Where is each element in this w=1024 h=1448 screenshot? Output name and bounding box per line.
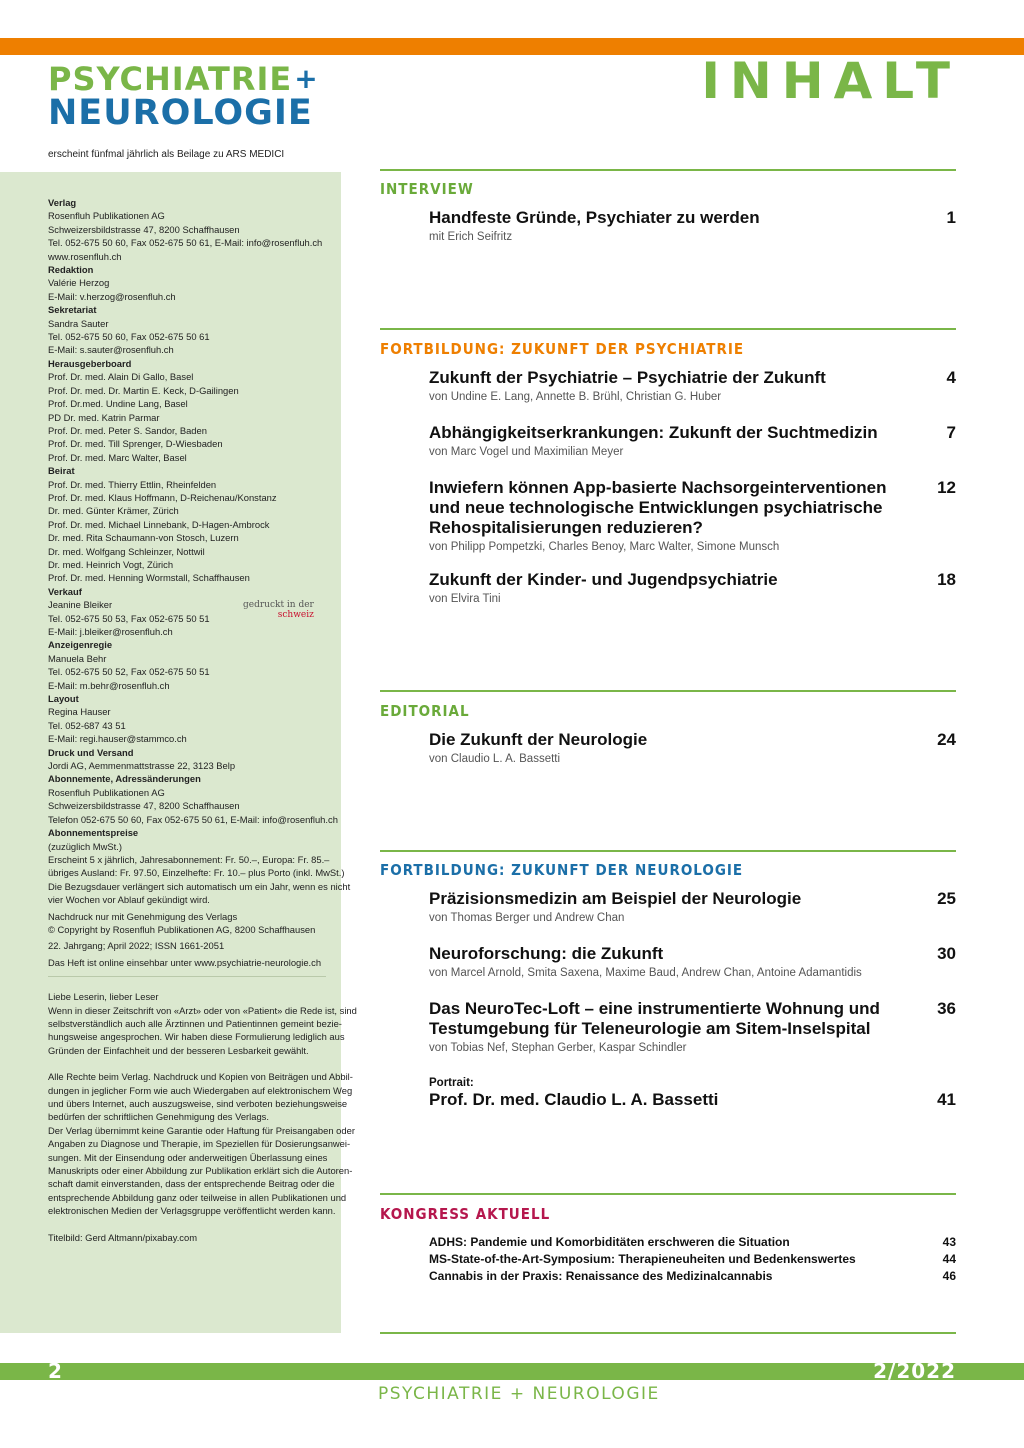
impressum-block bbox=[48, 772, 338, 826]
legal-line: sungen. Mit der Einsendung oder anderweitigen Überlassung eines bbox=[48, 1151, 328, 1163]
impressum-line: Prof. Dr. med. Peter S. Sandor, Baden bbox=[48, 424, 207, 436]
impressum-line: Prof. Dr. med. Alain Di Gallo, Basel bbox=[48, 371, 194, 383]
printed-in-switzerland-logo bbox=[243, 600, 314, 620]
legal-line: schaft damit einverstanden, dass der entsprechende Beitrag oder die bbox=[48, 1178, 335, 1190]
legal-line: Der Verlag übernimmt keine Garantie oder Haftung für Preisangaben oder bbox=[48, 1124, 355, 1136]
toc-entry-page: 7 bbox=[946, 423, 956, 442]
impressum-line: www.rosenfluh.ch bbox=[48, 250, 122, 262]
impressum-line: Prof. Dr. med. Marc Walter, Basel bbox=[48, 451, 187, 463]
sidebar-divider bbox=[48, 976, 326, 977]
impressum-line: Jordi AG, Aemmenmattstrasse 22, 3123 Belp bbox=[48, 760, 236, 772]
section-title-fortbildung-psychiatrie: FORTBILDUNG: ZUKUNFT DER PSYCHIATRIE bbox=[380, 340, 745, 358]
toc-entry-page: 18 bbox=[937, 570, 956, 589]
impressum-heading: Redaktion bbox=[48, 264, 94, 276]
impressum-line: Schweizersbildstrasse 47, 8200 Schaffhausen bbox=[48, 800, 240, 812]
print-badge-line2: schweiz bbox=[277, 610, 314, 620]
print-badge-line1: gedruckt in der bbox=[243, 600, 314, 610]
toc-entry-author: von Marc Vogel und Maximilian Meyer bbox=[429, 446, 624, 458]
page-title: INHALT bbox=[701, 52, 960, 110]
toc-entry-title: Zukunft der Kinder- und Jugendpsychiatrie bbox=[429, 570, 778, 589]
toc-entry-title: Handfeste Gründe, Psychiater zu werden bbox=[429, 208, 760, 227]
legal-line: selbstverständlich auch alle Ärztinnen und Patientinnen gemeint bezie- bbox=[48, 1017, 342, 1029]
legal-line: Wenn in dieser Zeitschrift von «Arzt» oder von «Patient» die Rede ist, sind bbox=[48, 1004, 357, 1016]
impressum-block bbox=[48, 692, 327, 746]
impressum-line: Tel. 052-687 43 51 bbox=[48, 719, 126, 731]
legal-line: Manuskripts oder einer Abbildung zur Publikation erklärt sich die Autoren- bbox=[48, 1165, 353, 1177]
toc-entry-author: mit Erich Seifritz bbox=[429, 231, 513, 243]
toc-entry[interactable] bbox=[429, 368, 956, 404]
impressum-line: Tel. 052-675 50 60, Fax 052-675 50 61, E-Mail: info@rosenfluh.ch bbox=[48, 237, 323, 249]
tagline: erscheint fünfmal jährlich als Beilage zu ARS MEDICI bbox=[48, 149, 285, 160]
legal-paragraph bbox=[48, 1231, 327, 1244]
impressum-sidebar bbox=[0, 172, 357, 1333]
impressum-block bbox=[48, 638, 327, 692]
toc-entry-page: 46 bbox=[942, 1269, 956, 1283]
toc-entry[interactable] bbox=[429, 1251, 956, 1268]
impressum-note bbox=[48, 939, 327, 952]
legal-line: bedürfen der schriftlichen Genehmigung des Verlags. bbox=[48, 1111, 269, 1123]
impressum-line: Regina Hauser bbox=[48, 706, 111, 718]
impressum-line: Prof. Dr. med. Thierry Ettlin, Rheinfelden bbox=[48, 478, 217, 490]
impressum-note-line: 22. Jahrgang; April 2022; ISSN 1661-2051 bbox=[48, 940, 225, 952]
impressum-heading: Abonnemente, Adressänderungen bbox=[48, 773, 201, 785]
toc-entry-page: 44 bbox=[942, 1252, 956, 1266]
toc-entry-title: Inwiefern können App-basierte Nachsorgeinterventionen und neue technologische Entwicklungen psychiatrische Rehospitalisierungen reduzieren? bbox=[429, 478, 887, 537]
logo-psychiatrie: PSYCHIATRIE bbox=[48, 60, 293, 98]
impressum-line: übriges Ausland: Fr. 97.50, Einzelhefte: Fr. 10.– plus Porto (inkl. MwSt.) bbox=[48, 867, 345, 879]
legal-line: Alle Rechte beim Verlag. Nachdruck und Kopien von Beiträgen und Abbil- bbox=[48, 1071, 353, 1083]
impressum-line: Sandra Sauter bbox=[48, 317, 109, 329]
impressum-note bbox=[48, 910, 327, 937]
impressum-line: Prof. Dr. med. Henning Wormstall, Schaffhausen bbox=[48, 572, 250, 584]
impressum-heading: Druck und Versand bbox=[48, 746, 134, 758]
section-rule bbox=[380, 328, 956, 330]
toc-entry-author: von Tobias Nef, Stephan Gerber, Kaspar Schindler bbox=[429, 1042, 687, 1054]
legal-paragraph bbox=[48, 1070, 355, 1217]
toc-entry-title: Die Zukunft der Neurologie bbox=[429, 730, 648, 749]
impressum-line: PD Dr. med. Katrin Parmar bbox=[48, 411, 160, 423]
toc-entry-title: Präzisionsmedizin am Beispiel der Neurologie bbox=[429, 889, 802, 908]
impressum-line: Tel. 052-675 50 53, Fax 052-675 50 51 bbox=[48, 612, 210, 624]
impressum-heading: Abonnementspreise bbox=[48, 827, 139, 839]
toc-entry-title: Cannabis in der Praxis: Renaissance des Medizinalcannabis bbox=[429, 1269, 773, 1283]
toc-entry-author: von Elvira Tini bbox=[429, 593, 501, 605]
toc-entry-author: von Philipp Pompetzki, Charles Benoy, Marc Walter, Simone Munsch bbox=[429, 541, 780, 553]
toc-entry-author: von Thomas Berger und Andrew Chan bbox=[429, 912, 625, 924]
impressum-heading: Layout bbox=[48, 693, 79, 705]
toc-entry[interactable] bbox=[429, 478, 956, 554]
toc-entry-title: Abhängigkeitserkrankungen: Zukunft der Suchtmedizin bbox=[429, 423, 878, 442]
impressum-line: E-Mail: regi.hauser@stammco.ch bbox=[48, 733, 187, 745]
impressum-line: Dr. med. Wolfgang Schleinzer, Nottwil bbox=[48, 545, 205, 557]
toc-entry-title: Neuroforschung: die Zukunft bbox=[429, 944, 664, 963]
impressum-line: Prof. Dr. med. Till Sprenger, D-Wiesbaden bbox=[48, 438, 223, 450]
toc-entry-author: von Claudio L. A. Bassetti bbox=[429, 753, 561, 765]
impressum-line: vier Wochen vor Ablauf gekündigt wird. bbox=[48, 894, 210, 906]
impressum-block bbox=[48, 464, 327, 585]
impressum-block bbox=[48, 357, 327, 464]
impressum-line: E-Mail: m.behr@rosenfluh.ch bbox=[48, 679, 170, 691]
journal-logo bbox=[48, 60, 319, 133]
toc-entry[interactable] bbox=[429, 944, 956, 980]
impressum-line: E-Mail: s.sauter@rosenfluh.ch bbox=[48, 344, 174, 356]
toc-entry[interactable] bbox=[429, 208, 956, 244]
toc-entry[interactable] bbox=[429, 570, 956, 606]
impressum-line: Tel. 052-675 50 52, Fax 052-675 50 51 bbox=[48, 666, 210, 678]
legal-line: hungsweise angesprochen. Wir haben diese Formulierung lediglich aus bbox=[48, 1031, 345, 1043]
toc-entry[interactable] bbox=[429, 423, 956, 459]
legal-line: dungen in jeglicher Form wie auch Wiedergaben auf elektronischem Weg bbox=[48, 1084, 353, 1096]
legal-line: und übers Internet, auch auszugsweise, sind verboten beziehungsweise bbox=[48, 1098, 348, 1109]
section-rule bbox=[380, 1332, 956, 1334]
toc-entry-title: Das NeuroTec-Loft – eine instrumentierte Wohnung und Testumgebung für Teleneurologie am Sitem-Inselspital bbox=[429, 999, 880, 1038]
impressum-note bbox=[48, 956, 327, 969]
impressum-line: Tel. 052-675 50 60, Fax 052-675 50 61 bbox=[48, 331, 210, 343]
toc-entry-page: 36 bbox=[937, 999, 956, 1018]
toc-entry[interactable] bbox=[429, 1234, 956, 1251]
legal-line: Angaben zu Diagnose und Therapie, im Speziellen für Dosierungsanwei- bbox=[48, 1138, 351, 1150]
toc-entry-page: 30 bbox=[937, 944, 956, 963]
impressum-line: Rosenfluh Publikationen AG bbox=[48, 786, 165, 798]
impressum-line: Prof. Dr. med. Dr. Martin E. Keck, D-Gailingen bbox=[48, 384, 239, 396]
impressum-line: Erscheint 5 x jährlich, Jahresabonnement: Fr. 50.–, Europa: Fr. 85.– bbox=[48, 853, 330, 865]
impressum-line: Dr. med. Günter Krämer, Zürich bbox=[48, 505, 179, 517]
impressum-line: Valérie Herzog bbox=[48, 277, 110, 289]
impressum-block bbox=[48, 746, 327, 773]
impressum-line: Prof. Dr. med. Michael Linnebank, D-Hagen-Ambrock bbox=[48, 518, 270, 530]
impressum-line: Manuela Behr bbox=[48, 652, 107, 664]
impressum-line: Telefon 052-675 50 60, Fax 052-675 50 61, E-Mail: info@rosenfluh.ch bbox=[48, 813, 338, 825]
toc-entry-portrait[interactable] bbox=[429, 1076, 956, 1110]
section-title-kongress-aktuell: KONGRESS AKTUELL bbox=[380, 1205, 551, 1223]
legal-line: entsprechende Abbildung ganz oder teilweise in allen Publikationen und bbox=[48, 1191, 347, 1203]
impressum-heading: Beirat bbox=[48, 465, 75, 477]
impressum-line: Prof. Dr.med. Undine Lang, Basel bbox=[48, 398, 188, 410]
toc-entry[interactable] bbox=[429, 999, 956, 1055]
toc-entry[interactable] bbox=[429, 889, 956, 925]
toc-entry-page: 43 bbox=[942, 1235, 956, 1249]
toc-entry-title: ADHS: Pandemie und Komorbiditäten erschweren die Situation bbox=[429, 1235, 790, 1249]
footer-bar bbox=[0, 1363, 1024, 1380]
toc-entry-kicker: Portrait: bbox=[429, 1077, 474, 1089]
logo-plus: + bbox=[294, 62, 319, 95]
impressum-block bbox=[48, 303, 327, 357]
impressum-line: Prof. Dr. med. Klaus Hoffmann, D-Reichenau/Konstanz bbox=[48, 491, 277, 503]
impressum-line: (zuzüglich MwSt.) bbox=[48, 840, 122, 852]
section-rule bbox=[380, 690, 956, 692]
legal-line: elektronischen Medien der Verlagsgruppe veröffentlicht werden kann. bbox=[48, 1205, 336, 1217]
toc-entry-title: Prof. Dr. med. Claudio L. A. Bassetti bbox=[429, 1090, 719, 1109]
toc-entry[interactable] bbox=[429, 1268, 956, 1285]
impressum-heading: Sekretariat bbox=[48, 304, 97, 316]
legal-line: Liebe Leserin, lieber Leser bbox=[48, 991, 159, 1003]
toc-entry-page: 1 bbox=[946, 208, 956, 227]
impressum-line: E-Mail: v.herzog@rosenfluh.ch bbox=[48, 290, 176, 302]
impressum-line: Schweizersbildstrasse 47, 8200 Schaffhausen bbox=[48, 223, 240, 235]
impressum-note-line: Das Heft ist online einsehbar unter www.psychiatrie-neurologie.ch bbox=[48, 956, 322, 968]
toc-entry-page: 4 bbox=[946, 368, 956, 387]
impressum-note-line: © Copyright by Rosenfluh Publikationen AG, 8200 Schaffhausen bbox=[48, 923, 316, 935]
impressum-line: Die Bezugsdauer verlängert sich automatisch um ein Jahr, wenn es nicht bbox=[48, 880, 351, 892]
toc-entry[interactable] bbox=[429, 730, 956, 766]
impressum-heading: Verkauf bbox=[48, 585, 82, 597]
footer-journal-title: PSYCHIATRIE + NEUROLOGIE bbox=[378, 1384, 660, 1404]
issue-number: 2/2022 bbox=[873, 1359, 956, 1383]
section-title-fortbildung-neurologie: FORTBILDUNG: ZUKUNFT DER NEUROLOGIE bbox=[380, 861, 744, 879]
impressum-line: Dr. med. Rita Schaumann-von Stosch, Luzern bbox=[48, 532, 239, 544]
impressum-line: E-Mail: j.bleiker@rosenfluh.ch bbox=[48, 626, 173, 637]
section-rule bbox=[380, 1193, 956, 1195]
impressum-heading: Verlag bbox=[48, 197, 77, 208]
page-number: 2 bbox=[48, 1359, 62, 1383]
section-title-interview: INTERVIEW bbox=[380, 180, 474, 198]
impressum-block bbox=[48, 826, 351, 906]
impressum-note-line: Nachdruck nur mit Genehmigung des Verlags bbox=[48, 910, 238, 922]
toc-entry-page: 41 bbox=[937, 1090, 956, 1109]
toc-entry-page: 12 bbox=[937, 478, 956, 497]
impressum bbox=[48, 196, 357, 1244]
toc-entry-author: von Marcel Arnold, Smita Saxena, Maxime Baud, Andrew Chan, Antoine Adamantidis bbox=[429, 967, 862, 979]
impressum-heading: Anzeigenregie bbox=[48, 639, 113, 651]
impressum-heading: Herausgeberboard bbox=[48, 357, 132, 369]
section-title-editorial: EDITORIAL bbox=[380, 702, 470, 720]
toc-entry-page: 24 bbox=[937, 730, 956, 749]
legal-line: Gründen der Einfachheit und der besseren Lesbarkeit gewählt. bbox=[48, 1044, 309, 1056]
impressum-line: Dr. med. Heinrich Vogt, Zürich bbox=[48, 558, 174, 570]
toc-entry-title: MS-State-of-the-Art-Symposium: Therapieneuheiten und Bedenkenswertes bbox=[429, 1252, 856, 1266]
impressum-block bbox=[48, 263, 327, 303]
logo-neurologie: NEUROLOGIE bbox=[48, 93, 313, 133]
impressum-line: Jeanine Bleiker bbox=[48, 599, 113, 611]
toc-entry-author: von Undine E. Lang, Annette B. Brühl, Christian G. Huber bbox=[429, 391, 722, 403]
legal-paragraph bbox=[48, 990, 357, 1057]
toc-entry-page: 25 bbox=[937, 889, 956, 908]
section-rule bbox=[380, 169, 956, 171]
toc-entry-title: Zukunft der Psychiatrie – Psychiatrie der Zukunft bbox=[429, 368, 826, 387]
section-rule bbox=[380, 850, 956, 852]
impressum-line: Rosenfluh Publikationen AG bbox=[48, 210, 165, 222]
impressum-block bbox=[48, 196, 327, 263]
legal-line: Titelbild: Gerd Altmann/pixabay.com bbox=[48, 1231, 198, 1243]
